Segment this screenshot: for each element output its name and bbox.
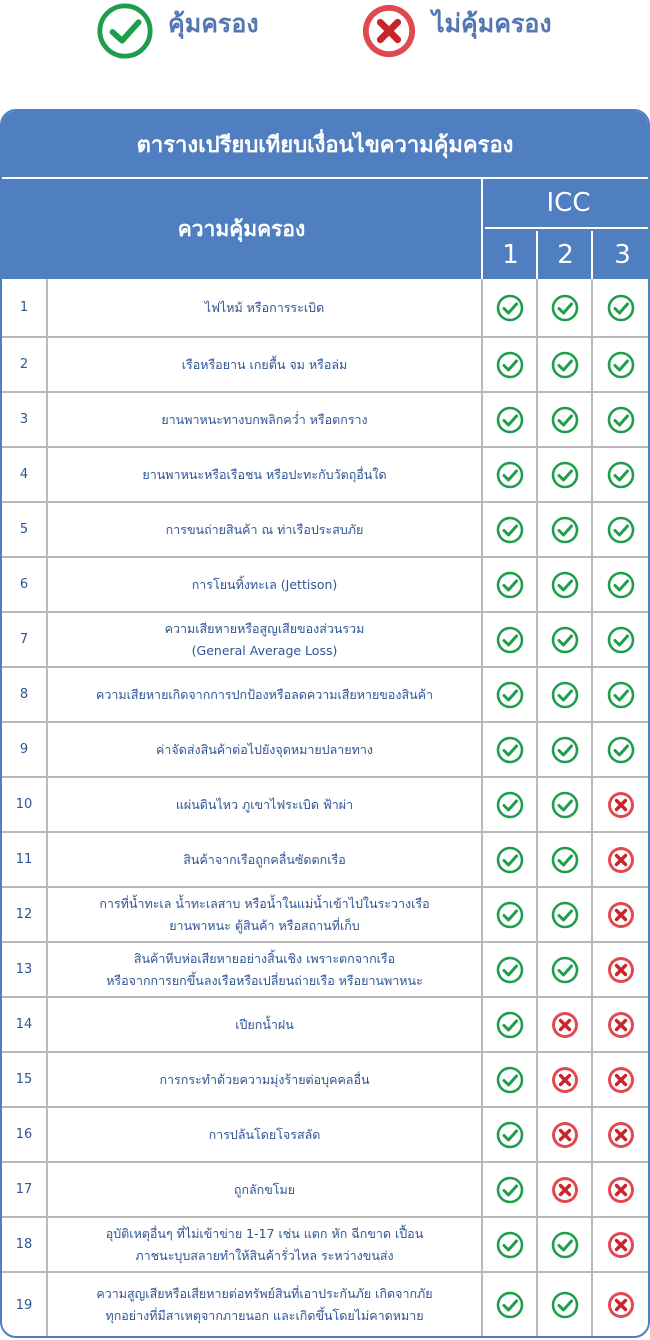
row-number: 9 bbox=[2, 723, 48, 776]
icc-3-cell bbox=[593, 393, 648, 446]
icc-2-cell bbox=[538, 1053, 593, 1106]
icc-2-cell bbox=[538, 778, 593, 831]
icc-3-cell bbox=[593, 998, 648, 1051]
coverage-description-line-1: สินค้าหีบห่อเสียหายอย่างสิ้นเชิง เพราะตกจากเรือ bbox=[133, 950, 396, 966]
coverage-description bbox=[48, 613, 483, 666]
table-row bbox=[2, 1216, 648, 1271]
check-circle-icon bbox=[550, 293, 580, 323]
cross-circle-icon bbox=[360, 2, 418, 60]
cross-circle-icon bbox=[606, 1120, 636, 1150]
check-circle-icon bbox=[495, 1065, 525, 1095]
legend-not-covered-label: ไม่คุ้มครอง bbox=[432, 9, 552, 38]
check-circle-icon bbox=[550, 350, 580, 380]
icc-1-cell bbox=[483, 393, 538, 446]
coverage-description-line-1: ไฟไหม้ หรือการระเบิด bbox=[204, 299, 325, 315]
icc-1-cell bbox=[483, 448, 538, 501]
icc-3-cell bbox=[593, 723, 648, 776]
check-circle-icon bbox=[495, 293, 525, 323]
table-row bbox=[2, 611, 648, 666]
coverage-description-line-1: เปียกน้ำฝน bbox=[235, 1016, 294, 1032]
icc-3-cell bbox=[593, 613, 648, 666]
coverage-description-line-1: การปล้นโดยโจรสลัด bbox=[208, 1126, 321, 1142]
icc-1-cell bbox=[483, 943, 538, 996]
coverage-description-line-1: อุบัติเหตุอื่นๆ ที่ไม่เข้าข่าย 1-17 เช่น แตก หัก ฉีกขาด เปื้อน bbox=[105, 1225, 424, 1241]
coverage-description bbox=[48, 558, 483, 611]
check-circle-icon bbox=[550, 790, 580, 820]
icc-1-cell bbox=[483, 778, 538, 831]
check-circle-icon bbox=[495, 735, 525, 765]
check-circle-icon bbox=[550, 405, 580, 435]
icc-3-cell bbox=[593, 778, 648, 831]
icc-3-cell bbox=[593, 1108, 648, 1161]
table-title: ตารางเปรียบเทียบเงื่อนไขความคุ้มครอง bbox=[2, 111, 648, 177]
coverage-description bbox=[48, 1108, 483, 1161]
coverage-description-line-1: ถูกลักขโมย bbox=[233, 1181, 296, 1197]
coverage-description bbox=[48, 1273, 483, 1337]
icc-3-cell bbox=[593, 668, 648, 721]
row-number: 16 bbox=[2, 1108, 48, 1161]
icc-2-cell bbox=[538, 888, 593, 941]
coverage-description-line-2: ยานพาหนะ ตู้สินค้า หรือสถานที่เก็บ bbox=[169, 917, 360, 933]
icc-3-header: 3 bbox=[614, 240, 631, 270]
coverage-description-line-2: (General Average Loss) bbox=[191, 642, 338, 658]
check-circle-icon bbox=[550, 1230, 580, 1260]
coverage-description-line-2: ภาชนะบุบสลายทำให้สินค้ารั่วไหล ระหว่างขนส่ง bbox=[135, 1247, 394, 1263]
icc-2-cell bbox=[538, 723, 593, 776]
icc-1-cell bbox=[483, 503, 538, 556]
check-circle-icon bbox=[606, 350, 636, 380]
table-header bbox=[2, 177, 648, 279]
row-number: 11 bbox=[2, 833, 48, 886]
legend-covered-label: คุ้มครอง bbox=[168, 9, 259, 38]
table-row bbox=[2, 1051, 648, 1106]
check-circle-icon bbox=[495, 845, 525, 875]
icc-1-cell bbox=[483, 338, 538, 391]
row-number: 8 bbox=[2, 668, 48, 721]
icc-2-cell bbox=[538, 279, 593, 336]
cross-circle-icon bbox=[606, 1290, 636, 1320]
check-circle-icon bbox=[495, 1230, 525, 1260]
check-circle-icon bbox=[550, 460, 580, 490]
coverage-column-header: ความคุ้มครอง bbox=[2, 179, 483, 279]
icc-2-header: 2 bbox=[540, 231, 593, 279]
check-circle-icon bbox=[495, 900, 525, 930]
icc-1-cell bbox=[483, 888, 538, 941]
coverage-description-line-1: เรือหรือยาน เกยตื้น จม หรือล่ม bbox=[181, 356, 348, 372]
cross-circle-icon bbox=[550, 1120, 580, 1150]
check-circle-icon bbox=[606, 570, 636, 600]
coverage-description bbox=[48, 723, 483, 776]
icc-1-cell bbox=[483, 833, 538, 886]
coverage-description-line-1: ค่าจัดส่งสินค้าต่อไปยังจุดหมายปลายทาง bbox=[156, 741, 373, 757]
table-row bbox=[2, 721, 648, 776]
icc-3-cell bbox=[593, 943, 648, 996]
icc-2-cell bbox=[538, 833, 593, 886]
coverage-description-line-1: การโยนทิ้งทะเล (Jettison) bbox=[191, 576, 338, 592]
icc-3-cell bbox=[593, 1053, 648, 1106]
cross-circle-icon bbox=[606, 1010, 636, 1040]
check-circle-icon bbox=[550, 515, 580, 545]
check-circle-icon bbox=[606, 405, 636, 435]
check-circle-icon bbox=[550, 680, 580, 710]
table-row bbox=[2, 941, 648, 996]
icc-2-cell bbox=[538, 998, 593, 1051]
check-circle-icon bbox=[495, 515, 525, 545]
legend-covered bbox=[96, 2, 259, 60]
coverage-description-line-2: ทุกอย่างที่มีสาเหตุจากภายนอก และเกิดขึ้นโดยไม่คาดหมาย bbox=[105, 1308, 424, 1323]
cross-circle-icon bbox=[606, 790, 636, 820]
check-circle-icon bbox=[495, 405, 525, 435]
coverage-description-line-1: แผ่นดินไหว ภูเขาไฟระเบิด ฟ้าผ่า bbox=[175, 796, 354, 812]
check-circle-icon bbox=[550, 735, 580, 765]
cross-circle-icon bbox=[550, 1010, 580, 1040]
row-number: 19 bbox=[2, 1273, 48, 1337]
table-row bbox=[2, 279, 648, 336]
icc-3-cell bbox=[593, 279, 648, 336]
check-circle-icon bbox=[606, 515, 636, 545]
icc-3-cell bbox=[593, 1218, 648, 1271]
icc-2-cell bbox=[538, 558, 593, 611]
icc-2-cell bbox=[538, 1108, 593, 1161]
check-circle-icon bbox=[495, 680, 525, 710]
table-row bbox=[2, 446, 648, 501]
coverage-description-line-1: ความเสียหายเกิดจากการปกป้องหรือลดความเสียหายของสินค้า bbox=[95, 686, 434, 702]
table-row bbox=[2, 1106, 648, 1161]
coverage-description bbox=[48, 888, 483, 941]
row-number: 12 bbox=[2, 888, 48, 941]
check-circle-icon bbox=[550, 845, 580, 875]
check-circle-icon bbox=[495, 625, 525, 655]
coverage-description bbox=[48, 998, 483, 1051]
coverage-description bbox=[48, 1163, 483, 1216]
icc-1-cell bbox=[483, 668, 538, 721]
check-circle-icon bbox=[495, 1290, 525, 1320]
check-circle-icon bbox=[96, 2, 154, 60]
row-number: 17 bbox=[2, 1163, 48, 1216]
check-circle-icon bbox=[495, 790, 525, 820]
coverage-description-line-1: ยานพาหนะทางบกพลิกคว่ำ หรือตกราง bbox=[161, 411, 368, 427]
icc-1-cell bbox=[483, 1053, 538, 1106]
row-number: 4 bbox=[2, 448, 48, 501]
icc-1-cell bbox=[483, 613, 538, 666]
icc-column-header: ICC bbox=[485, 179, 650, 229]
icc-2-cell bbox=[538, 613, 593, 666]
row-number: 1 bbox=[2, 279, 48, 336]
check-circle-icon bbox=[606, 625, 636, 655]
check-circle-icon bbox=[606, 293, 636, 323]
row-number: 7 bbox=[2, 613, 48, 666]
table-row bbox=[2, 336, 648, 391]
row-number: 15 bbox=[2, 1053, 48, 1106]
legend-not-covered bbox=[360, 2, 552, 60]
row-number: 13 bbox=[2, 943, 48, 996]
icc-1-cell bbox=[483, 1108, 538, 1161]
check-circle-icon bbox=[495, 1010, 525, 1040]
coverage-description bbox=[48, 393, 483, 446]
check-circle-icon bbox=[495, 955, 525, 985]
icc-2-cell bbox=[538, 943, 593, 996]
icc-2-cell bbox=[538, 1218, 593, 1271]
check-circle-icon bbox=[550, 955, 580, 985]
coverage-description bbox=[48, 338, 483, 391]
coverage-description-line-2: หรือจากการยกขึ้นลงเรือหรือเปลี่ยนถ่ายเรือ หรือยานพาหนะ bbox=[106, 972, 423, 988]
check-circle-icon bbox=[495, 1175, 525, 1205]
table-row bbox=[2, 501, 648, 556]
icc-2-cell bbox=[538, 1273, 593, 1337]
cross-circle-icon bbox=[606, 1230, 636, 1260]
check-circle-icon bbox=[495, 350, 525, 380]
row-number: 2 bbox=[2, 338, 48, 391]
check-circle-icon bbox=[550, 625, 580, 655]
check-circle-icon bbox=[606, 735, 636, 765]
icc-3-cell bbox=[593, 558, 648, 611]
icc-1-cell bbox=[483, 279, 538, 336]
icc-3-cell bbox=[593, 503, 648, 556]
check-circle-icon bbox=[495, 460, 525, 490]
icc-3-cell bbox=[593, 833, 648, 886]
cross-circle-icon bbox=[550, 1175, 580, 1205]
icc-1-cell bbox=[483, 558, 538, 611]
coverage-description-line-1: ความเสียหายหรือสูญเสียของส่วนรวม bbox=[164, 620, 365, 636]
check-circle-icon bbox=[550, 1290, 580, 1320]
icc-1-cell bbox=[483, 1163, 538, 1216]
icc-2-cell bbox=[538, 448, 593, 501]
row-number: 3 bbox=[2, 393, 48, 446]
coverage-description-line-1: การขนถ่ายสินค้า ณ ท่าเรือประสบภัย bbox=[165, 521, 364, 537]
cross-circle-icon bbox=[606, 900, 636, 930]
cross-circle-icon bbox=[606, 1175, 636, 1205]
table-row bbox=[2, 1271, 648, 1337]
table-row bbox=[2, 886, 648, 941]
icc-1-cell bbox=[483, 723, 538, 776]
cross-circle-icon bbox=[550, 1065, 580, 1095]
icc-1-header: 1 bbox=[485, 231, 538, 279]
check-circle-icon bbox=[606, 460, 636, 490]
coverage-description bbox=[48, 943, 483, 996]
row-number: 10 bbox=[2, 778, 48, 831]
table-row bbox=[2, 996, 648, 1051]
table-row bbox=[2, 776, 648, 831]
coverage-description-line-1: ยานพาหนะหรือเรือชน หรือปะทะกับวัตถุอื่นใด bbox=[142, 466, 387, 482]
row-number: 6 bbox=[2, 558, 48, 611]
coverage-description-line-1: การกระทำด้วยความมุ่งร้ายต่อบุคคลอื่น bbox=[159, 1071, 370, 1087]
table-row bbox=[2, 391, 648, 446]
check-circle-icon bbox=[495, 570, 525, 600]
row-number: 18 bbox=[2, 1218, 48, 1271]
row-number: 14 bbox=[2, 998, 48, 1051]
coverage-description bbox=[48, 448, 483, 501]
icc-3-cell bbox=[593, 1163, 648, 1216]
coverage-description-line-1: ความสูญเสียหรือเสียหายต่อทรัพย์สินที่เอาประกันภัย เกิดจากภัย bbox=[96, 1286, 433, 1301]
legend bbox=[0, 0, 650, 60]
cross-circle-icon bbox=[606, 955, 636, 985]
icc-1-cell bbox=[483, 1218, 538, 1271]
icc-3-cell bbox=[593, 448, 648, 501]
coverage-description bbox=[48, 503, 483, 556]
check-circle-icon bbox=[550, 570, 580, 600]
icc-2-cell bbox=[538, 503, 593, 556]
icc-2-cell bbox=[538, 338, 593, 391]
row-number: 5 bbox=[2, 503, 48, 556]
coverage-description bbox=[48, 1053, 483, 1106]
icc-1-cell bbox=[483, 1273, 538, 1337]
cross-circle-icon bbox=[606, 845, 636, 875]
check-circle-icon bbox=[550, 900, 580, 930]
icc-1-cell bbox=[483, 998, 538, 1051]
table-row bbox=[2, 666, 648, 721]
icc-2-cell bbox=[538, 668, 593, 721]
check-circle-icon bbox=[495, 1120, 525, 1150]
table-row bbox=[2, 1161, 648, 1216]
icc-3-cell bbox=[593, 338, 648, 391]
coverage-description-line-1: สินค้าจากเรือถูกคลื่นซัดตกเรือ bbox=[183, 851, 346, 867]
coverage-table bbox=[0, 109, 650, 1338]
icc-3-cell bbox=[593, 1273, 648, 1337]
check-circle-icon bbox=[606, 680, 636, 710]
icc-2-cell bbox=[538, 393, 593, 446]
icc-3-cell bbox=[593, 888, 648, 941]
cross-circle-icon bbox=[606, 1065, 636, 1095]
coverage-description-line-1: การที่น้ำทะเล น้ำทะเลสาบ หรือน้ำในแม่น้ำเข้าไปในระวางเรือ bbox=[99, 895, 430, 911]
coverage-description bbox=[48, 668, 483, 721]
coverage-description bbox=[48, 833, 483, 886]
table-row bbox=[2, 831, 648, 886]
coverage-description bbox=[48, 1218, 483, 1271]
table-row bbox=[2, 556, 648, 611]
coverage-description bbox=[48, 279, 483, 336]
icc-2-cell bbox=[538, 1163, 593, 1216]
coverage-description bbox=[48, 778, 483, 831]
